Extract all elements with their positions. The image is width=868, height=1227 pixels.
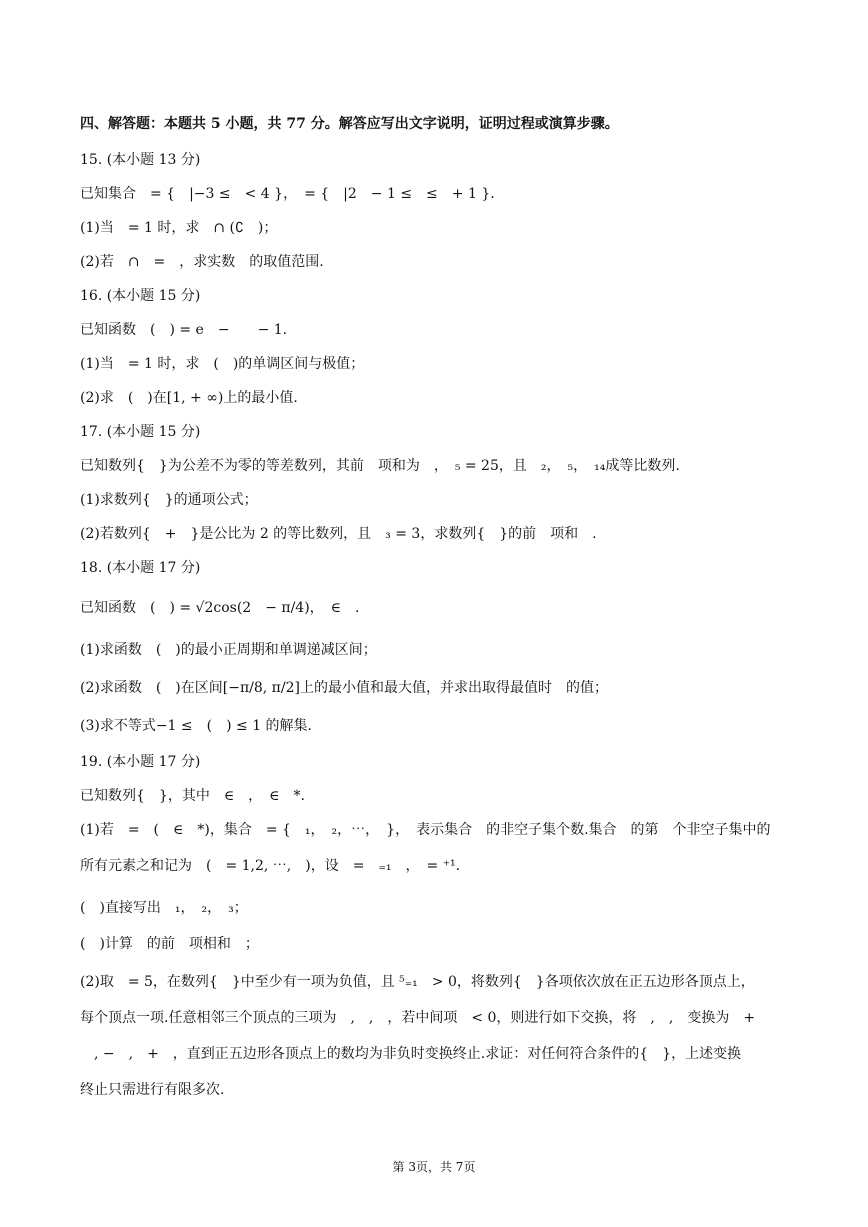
problem-18-header: 18. (本小题 17 分) — [80, 560, 201, 576]
problem-16-part-2: (2)求 ( )在[1, + ∞)上的最小值. — [80, 390, 298, 406]
problem-15-part-1: (1)当 = 1 时，求 ∩ (∁ )； — [80, 220, 278, 236]
problem-19-part-2-line-3: , − , + ，直到正五边形各顶点上的数均为非负时变换终止.求证：对任何符合条件的{ }，上述变换 — [80, 1046, 742, 1062]
problem-16-part-1: (1)当 = 1 时，求 ( )的单调区间与极值； — [80, 356, 365, 372]
problem-19-header: 19. (本小题 17 分) — [80, 754, 201, 770]
problem-15-statement: 已知集合 = { |−3 ≤ < 4 }， = { |2 − 1 ≤ ≤ + 1 }. — [80, 186, 495, 202]
problem-19-part-1-ii: ( )计算 的前 项相和 ； — [80, 936, 259, 952]
problem-17-part-2: (2)若数列{ + }是公比为 2 的等比数列，且 ₃ = 3，求数列{ }的前 项和 . — [80, 526, 597, 542]
problem-18-part-3: (3)求不等式−1 ≤ ( ) ≤ 1 的解集. — [80, 718, 313, 734]
problem-16-statement: 已知函数 ( ) = e − − 1. — [80, 322, 288, 338]
problem-18-part-2: (2)求函数 ( )在区间[−π/8, π/2]上的最小值和最大值，并求出取得最值时 的值； — [80, 680, 608, 696]
section-heading: 四、解答题：本题共 5 小题，共 77 分。解答应写出文字说明，证明过程或演算步骤。 — [80, 116, 619, 132]
problem-16-header: 16. (本小题 15 分) — [80, 288, 201, 304]
problem-15-part-2: (2)若 ∩ = ，求实数 的取值范围. — [80, 254, 324, 270]
problem-19-part-1-line-2: 所有元素之和记为 ( = 1,2, ⋯, )，设 = ₌₁ ， = ⁺¹. — [80, 858, 461, 874]
problem-19-part-2-line-1: (2)取 = 5，在数列{ }中至少有一项为负值，且 ⁵₌₁ > 0，将数列{ }各项依次放在正五边形各顶点上， — [80, 974, 755, 990]
problem-18-part-1: (1)求函数 ( )的最小正周期和单调递减区间； — [80, 642, 377, 658]
problem-19-part-1-i: ( )直接写出 ₁， ₂， ₃； — [80, 900, 248, 916]
problem-17-statement: 已知数列{ }为公差不为零的等差数列，其前 项和为 ， ₅ = 25，且 ₂， ₅， ₁₄成等比数列. — [80, 458, 680, 474]
problem-17-part-1: (1)求数列{ }的通项公式； — [80, 492, 258, 508]
problem-17-header: 17. (本小题 15 分) — [80, 424, 201, 440]
problem-18-statement: 已知函数 ( ) = √2cos(2 − π/4)， ∈ . — [80, 600, 360, 616]
page-footer: 第 3页，共 7页 — [392, 1160, 476, 1174]
problem-19-part-2-line-4: 终止只需进行有限多次. — [80, 1082, 225, 1098]
problem-19-part-1-line-1: (1)若 = ( ∈ *)，集合 = { ₁， ₂，⋯， }， 表示集合 的非空子集个数.集合 的第 个非空子集中的 — [80, 822, 771, 838]
problem-19-statement: 已知数列{ }，其中 ∈ ， ∈ *. — [80, 788, 305, 804]
problem-15-header: 15. (本小题 13 分) — [80, 152, 201, 168]
problem-19-part-2-line-2: 每个顶点一项.任意相邻三个顶点的三项为 , , ，若中间项 < 0，则进行如下交换，将 , , 变换为 + — [80, 1010, 756, 1026]
